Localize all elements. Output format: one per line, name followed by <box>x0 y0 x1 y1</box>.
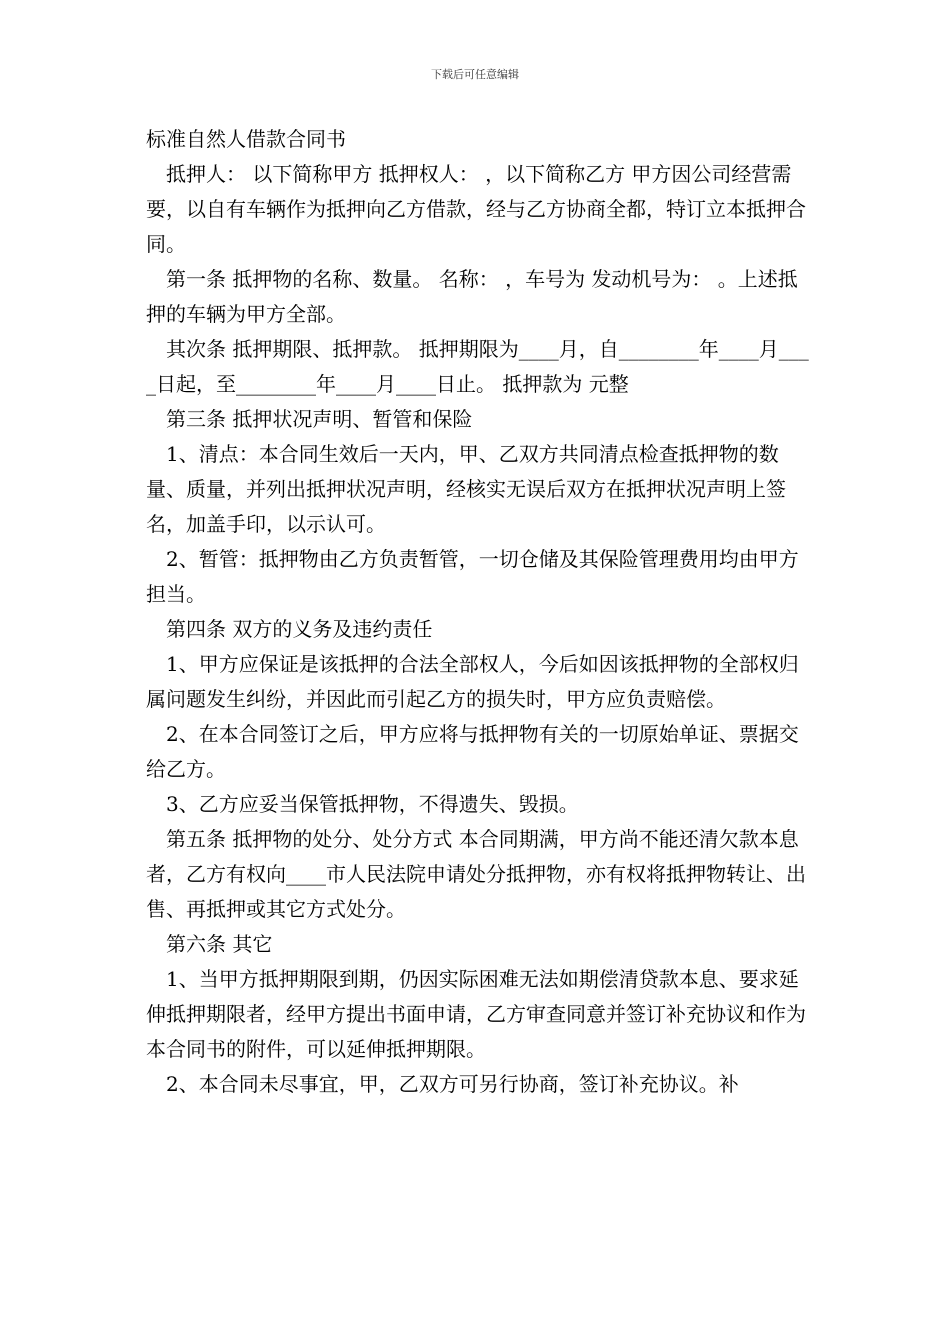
paragraph-article-6-item-1: 1、当甲方抵押期限到期，仍因实际困难无法如期偿清贷款本息、要求延伸抵押期限者，经甲方提出书面申请，乙方审查同意并签订补充协议和作为本合同书的附件，可以延伸抵押期限。 <box>146 967 806 1061</box>
paragraph-article-3-item-1: 1、清点：本合同生效后一天内，甲、乙双方共同清点检查抵押物的数量、质量，并列出抵押状况声明，经核实无误后双方在抵押状况声明上签名，加盖手印，以示认可。 <box>146 442 786 536</box>
paragraph-parties: 抵押人： 以下简称甲方 抵押权人： ，以下简称乙方 甲方因公司经营需要，以自有车辆作为抵押向乙方借款，经与乙方协商全都，特订立本抵押合同。 <box>146 162 806 256</box>
paragraph-article-6-heading: 第六条 其它 <box>166 932 273 956</box>
paragraph-article-1: 第一条 抵押物的名称、数量。 名称： ，车号为 发动机号为： 。上述抵押的车辆为甲方全部。 <box>146 267 798 326</box>
paragraph-article-6-item-2: 2、本合同未尽事宜，甲，乙双方可另行协商，签订补充协议。补 <box>166 1072 739 1096</box>
paragraph-article-4-item-1: 1、甲方应保证是该抵押的合法全部权人，今后如因该抵押物的全部权归属问题发生纠纷，并因此而引起乙方的损失时，甲方应负责赔偿。 <box>146 652 799 711</box>
paragraph-article-5: 第五条 抵押物的处分、处分方式 本合同期满，甲方尚不能还清欠款本息者，乙方有权向____市人民法院申请处分抵押物，亦有权将抵押物转让、出售、再抵押或其它方式处分。 <box>146 827 806 921</box>
paragraph-article-3-heading: 第三条 抵押状况声明、暂管和保险 <box>166 407 473 431</box>
document-title: 标准自然人借款合同书 <box>146 127 346 151</box>
paragraph-article-2: 其次条 抵押期限、抵押款。 抵押期限为____月，自________年____月____日起，至________年____月____日止。 抵押款为 元整 <box>146 337 809 396</box>
paragraph-article-4-heading: 第四条 双方的义务及违约责任 <box>166 617 433 641</box>
page-header: 下载后可任意编辑 <box>431 68 519 81</box>
paragraph-article-4-item-2: 2、在本合同签订之后，甲方应将与抵押物有关的一切原始单证、票据交给乙方。 <box>146 722 799 781</box>
paragraph-article-4-item-3: 3、乙方应妥当保管抵押物，不得遗失、毁损。 <box>166 792 579 816</box>
document-body <box>146 122 811 1102</box>
paragraph-article-3-item-2: 2、暂管：抵押物由乙方负责暂管，一切仓储及其保险管理费用均由甲方担当。 <box>146 547 799 606</box>
